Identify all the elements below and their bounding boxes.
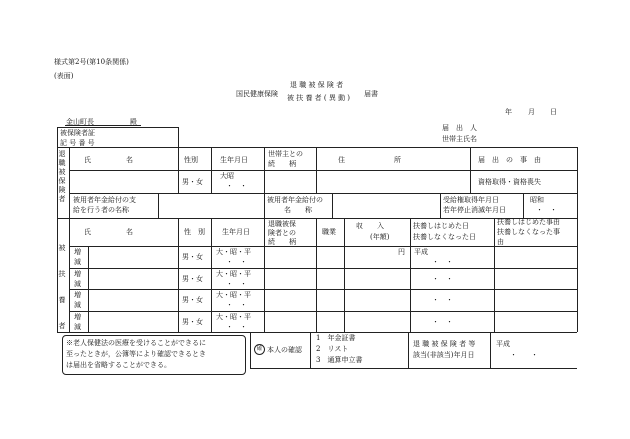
householder-name-label: 世帯主氏名 — [442, 135, 477, 143]
retired-date-dots: ・ ・ — [226, 182, 247, 190]
row-2-dots: ・ ・ — [226, 280, 247, 288]
retired-col-relation-1: 世帯主との — [268, 150, 303, 158]
receipt-era: 昭和 — [530, 196, 544, 204]
rule — [344, 218, 345, 332]
rule — [69, 218, 70, 332]
row-4-gender: 男・女 — [182, 318, 203, 326]
row-2-decrease: 減 — [74, 280, 81, 288]
pension-payer-label-1: 被用者年金給付の支 — [73, 196, 136, 204]
retired-side-label: 退職被保険者 — [58, 150, 66, 203]
dependent-col-reason-1: 扶養しはじめた事由 — [497, 218, 560, 226]
rule — [470, 147, 471, 193]
dependent-col-income-1: 収 入 — [356, 222, 384, 230]
rule — [69, 170, 577, 171]
day-label: 日 — [550, 108, 557, 116]
row-3-gender: 男・女 — [182, 296, 203, 304]
dependent-side-label: 被扶養者 — [58, 244, 66, 330]
rule — [408, 332, 409, 368]
row-4-increase: 増 — [74, 313, 81, 321]
addressee: 金山町長 — [66, 118, 94, 126]
title-line-1: 退 職 被 保 険 者 — [290, 81, 344, 89]
confirmation-item-1: 1 年金証書 — [316, 334, 356, 342]
rule — [490, 332, 491, 368]
notice-label: 届書 — [364, 90, 378, 98]
pension-name-label-2: 名 称 — [284, 206, 312, 214]
dependent-col-gender: 性 別 — [184, 228, 205, 236]
rule — [69, 289, 577, 290]
row-1-start-dots: ・ ・ — [432, 258, 453, 266]
insured-number-label-1: 被保険者証 — [60, 129, 95, 137]
row-2-start-dots: ・ ・ — [432, 275, 453, 283]
dependent-col-birth: 生年月日 — [222, 228, 250, 236]
dependent-col-name: 氏 名 — [84, 228, 133, 236]
front-label: (表面) — [54, 72, 74, 80]
rule — [316, 147, 317, 193]
rule — [310, 332, 311, 368]
rule — [250, 332, 251, 368]
rule — [57, 332, 577, 333]
rule — [316, 218, 317, 332]
rule — [158, 193, 159, 218]
dependent-col-occupation: 職業 — [322, 228, 336, 236]
retired-col-name: 氏 名 — [84, 156, 133, 164]
dependent-col-start-1: 扶養しはじめた日 — [413, 222, 469, 230]
confirmation-item-2: 2 リスト — [316, 345, 349, 353]
month-label: 月 — [528, 108, 535, 116]
eligibility-era: 平成 — [496, 340, 510, 348]
row-1-heisei: 平成 — [414, 248, 428, 256]
dependent-col-relation-2: 険者との — [268, 229, 296, 237]
confirmation-label: 本人の確認 — [267, 346, 302, 354]
row-1-era: 大・昭・平 — [216, 248, 251, 256]
rule — [211, 218, 212, 332]
dependent-col-reason-3: 由 — [497, 238, 504, 246]
row-4-dots: ・ ・ — [226, 323, 247, 331]
rule — [211, 147, 212, 193]
honorific: 殿 — [130, 118, 137, 126]
rule — [410, 218, 411, 332]
dependent-col-start-2: 扶養しなくなった日 — [413, 233, 476, 241]
addressee-underline — [65, 125, 141, 126]
title-line-2: 被 扶 養 者 ( 異 動 ) — [287, 94, 351, 102]
row-3-era: 大・昭・平 — [216, 291, 251, 299]
row-1-gender: 男・女 — [182, 253, 203, 261]
submitter-label: 届 出 人 — [442, 124, 477, 132]
rule — [57, 147, 577, 148]
rule — [264, 147, 265, 218]
note-line-1: ※老人保健法の医療を受けることができるに — [66, 339, 206, 347]
eligibility-date-dots: ・ ・ — [510, 351, 538, 359]
retired-era-value: 大昭 — [220, 172, 234, 180]
rule — [69, 268, 577, 269]
form-number: 様式第2号(第10条関係) — [54, 58, 129, 66]
pension-payer-label-2: 給を行う者の名称 — [73, 206, 129, 214]
row-4-decrease: 減 — [74, 323, 81, 331]
rule — [440, 193, 441, 218]
confirmation-stamp-icon: 確 — [254, 344, 265, 355]
row-1-increase: 増 — [74, 248, 81, 256]
retired-reason-value: 資格取得・資格喪失 — [478, 178, 541, 186]
retired-gender-value: 男・女 — [182, 178, 203, 186]
receipt-date-label-1: 受給権取得年月日 — [443, 196, 499, 204]
dependent-col-relation-1: 退職被保 — [268, 220, 296, 228]
year-label: 年 — [505, 108, 512, 116]
row-3-decrease: 減 — [74, 301, 81, 309]
row-3-dots: ・ ・ — [226, 301, 247, 309]
rule — [264, 218, 265, 332]
rule — [250, 368, 577, 369]
rule — [178, 127, 179, 147]
row-2-era: 大・昭・平 — [216, 270, 251, 278]
rule — [523, 193, 524, 218]
rule — [69, 311, 577, 312]
eligibility-date-label-2: 該当(非該当)年月日 — [413, 351, 475, 359]
rule — [178, 147, 179, 193]
insured-number-label-2: 記 号 番 号 — [60, 139, 95, 147]
note-line-3: は届出を省略することができる。 — [66, 361, 171, 369]
rule — [332, 193, 333, 218]
dependent-col-relation-3: 続 柄 — [268, 238, 296, 246]
receipt-date-label-2: 若年停止消滅年月日 — [443, 206, 506, 214]
pension-name-label-1: 被用者年金給付の — [267, 196, 323, 204]
program-label: 国民健康保険 — [236, 90, 278, 98]
row-4-era: 大・昭・平 — [216, 313, 251, 321]
row-3-start-dots: ・ ・ — [432, 296, 453, 304]
dependent-col-reason-2: 扶養しなくなった事 — [497, 228, 560, 236]
rule — [69, 193, 577, 194]
rule — [178, 218, 179, 332]
confirmation-item-3: 3 通算申立書 — [316, 356, 363, 364]
eligibility-date-label-1: 退 職 被 保 険 者 等 — [413, 340, 476, 348]
rule — [69, 246, 577, 247]
retired-col-birth: 生年月日 — [220, 156, 248, 164]
row-2-gender: 男・女 — [182, 275, 203, 283]
row-1-dots: ・ ・ — [226, 258, 247, 266]
rule — [577, 147, 578, 332]
retired-col-gender: 性別 — [184, 156, 198, 164]
retired-col-address: 住 所 — [338, 156, 401, 164]
row-3-increase: 増 — [74, 291, 81, 299]
yen-unit: 円 — [398, 248, 405, 256]
row-1-decrease: 減 — [74, 258, 81, 266]
dependent-col-income-2: (年額) — [370, 233, 390, 241]
retired-col-relation-2: 続 柄 — [268, 160, 296, 168]
retired-col-reason: 届 出 の 事 由 — [478, 156, 541, 164]
row-4-start-dots: ・ ・ — [432, 318, 453, 326]
receipt-date-dots: ・ ・ — [536, 206, 557, 214]
rule — [57, 127, 178, 128]
rule — [494, 218, 495, 332]
note-line-2: 至ったときが，公簿等により確認できるとき — [66, 350, 206, 358]
row-2-increase: 増 — [74, 270, 81, 278]
rule — [69, 147, 70, 218]
